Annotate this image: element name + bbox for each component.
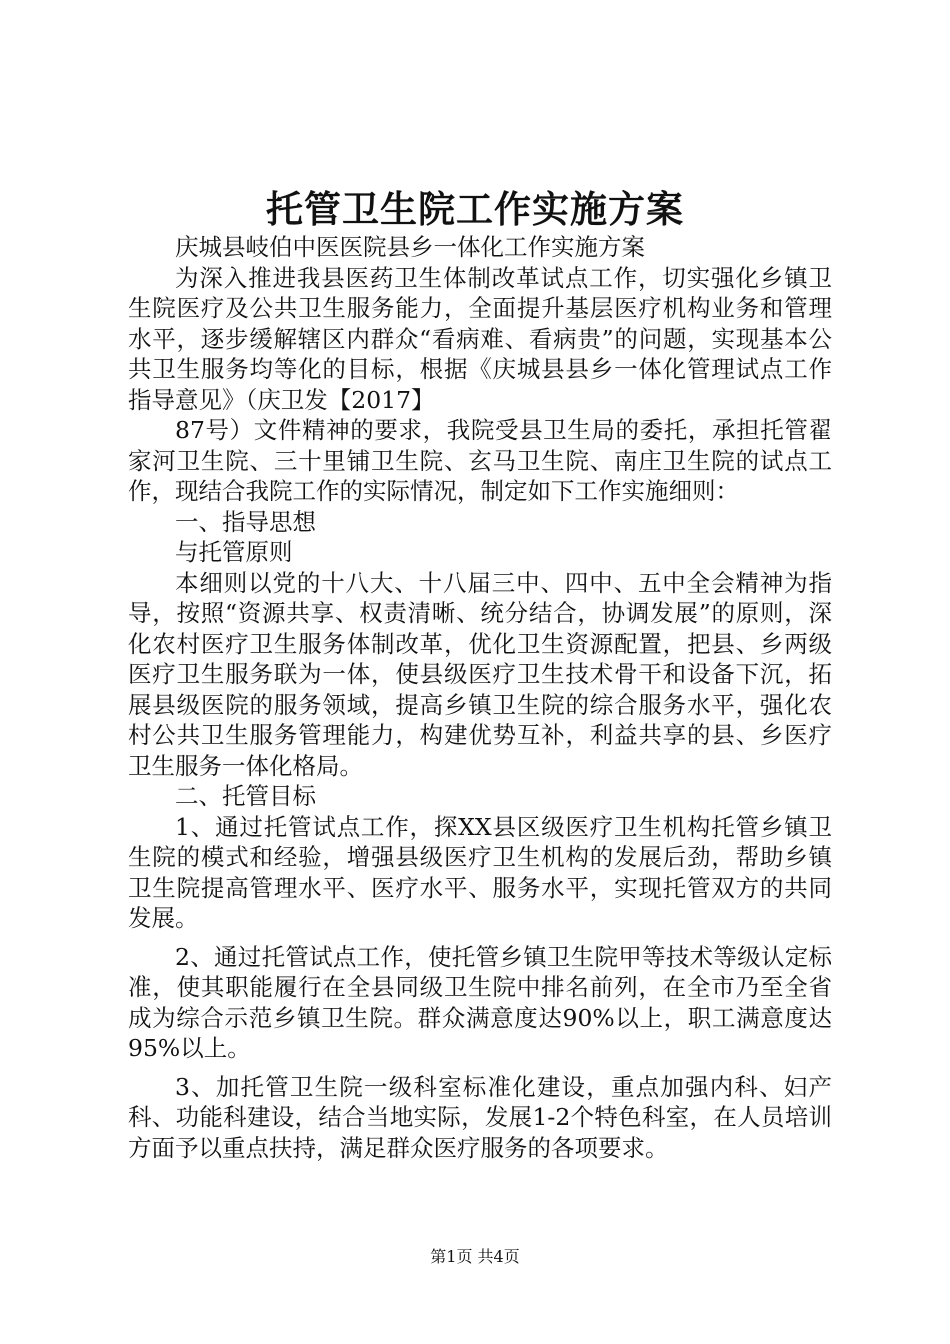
principle-paragraph: 本细则以党的十八大、十八届三中、四中、五中全会精神为指导，按照“资源共享、权责清晰、统分结合，协调发展”的原则，深化农村医疗卫生服务体制改革，优化卫生资源配置，把县、乡两级医疗卫生服务联为一体，使县级医疗卫生技术骨干和设备下沉，拓展县级医院的服务领域，提高乡镇卫生院的综合服务水平，强化农村公共卫生服务管理能力，构建优势互补，利益共享的县、乡医疗卫生服务一体化格局。 [128,568,832,780]
goal-item-2: 2、通过托管试点工作，使托管乡镇卫生院甲等技术等级认定标准，使其职能履行在全县同级卫生院中排名前列，在全市乃至全省成为综合示范乡镇卫生院。群众满意度达90%以上，职工满意度达95%以上。 [128,942,832,1062]
goal-item-1: 1、通过托管试点工作，探XX县区级医疗卫生机构托管乡镇卫生院的模式和经验，增强县级医疗卫生机构的发展后劲，帮助乡镇卫生院提高管理水平、医疗水平、服务水平，实现托管双方的共同发展。 [128,812,832,932]
goal-item-3: 3、加托管卫生院一级科室标准化建设，重点加强内科、妇产科、功能科建设，结合当地实际，发展1-2个特色科室，在人员培训方面予以重点扶持，满足群众医疗服务的各项要求。 [128,1072,832,1162]
intro-continued-paragraph: 87号）文件精神的要求，我院受县卫生局的委托，承担托管翟家河卫生院、三十里铺卫生院、玄马卫生院、南庄卫生院的试点工作，现结合我院工作的实际情况，制定如下工作实施细则： [128,416,832,505]
section-heading-principle: 与托管原则 [175,538,293,566]
intro-paragraph: 为深入推进我县医药卫生体制改革试点工作，切实强化乡镇卫生院医疗及公共卫生服务能力，全面提升基层医疗机构业务和管理水平，逐步缓解辖区内群众“看病难、看病贵”的问题，实现基本公共卫生服务均等化的目标，根据《庆城县县乡一体化管理试点工作指导意见》（庆卫发【2017】 [128,263,832,414]
document-body [128,232,832,1163]
document-title: 托管卫生院工作实施方案 [266,187,684,231]
section-heading-guiding-thought: 一、指导思想 [175,507,316,536]
subtitle-paragraph: 庆城县岐伯中医医院县乡一体化工作实施方案 [175,233,645,261]
page-footer: 第1页 共4页 [430,1247,520,1266]
section-heading-goals: 二、托管目标 [175,782,316,810]
